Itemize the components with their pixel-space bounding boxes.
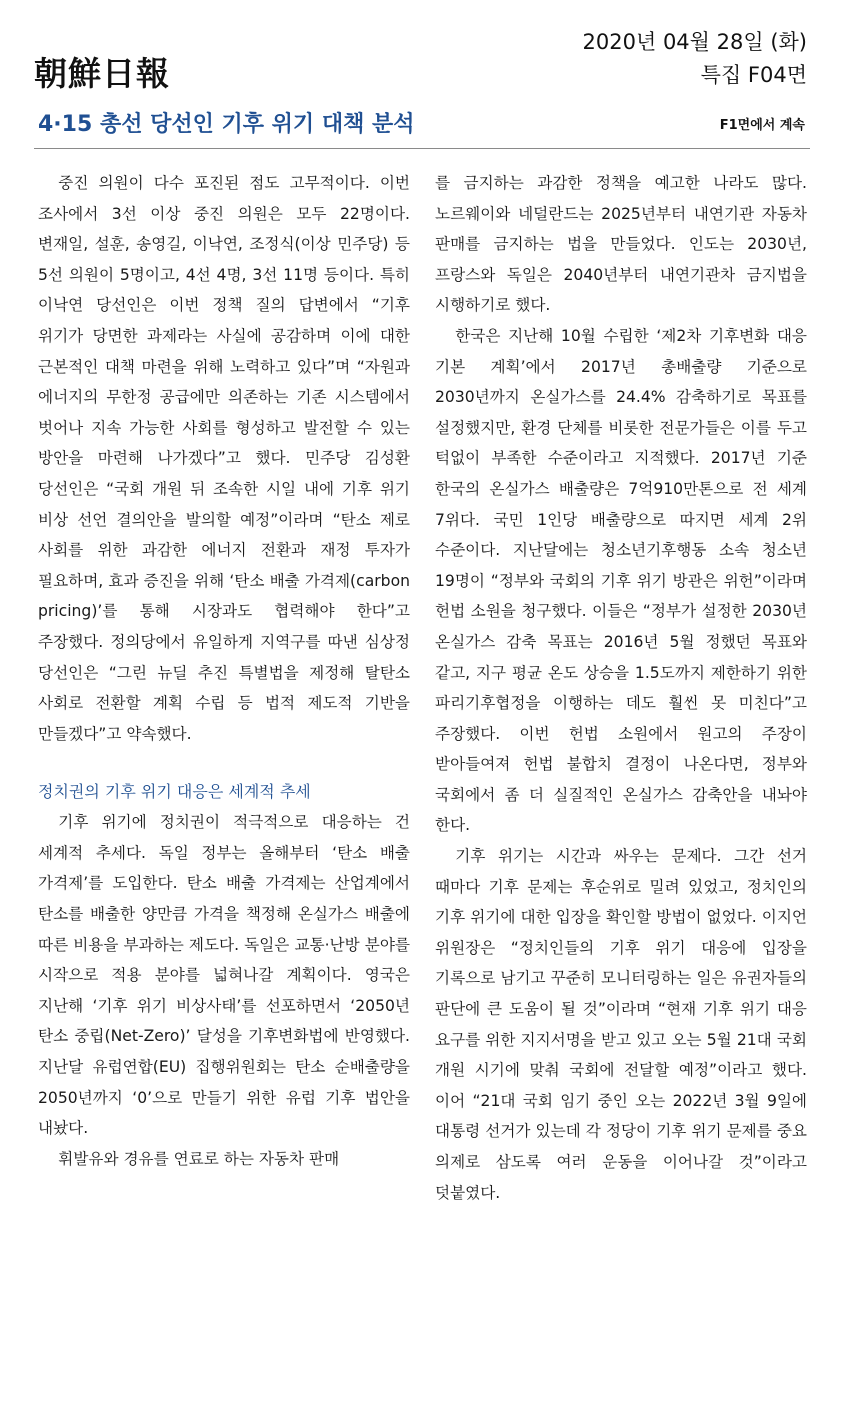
paragraph: 한국은 지난해 10월 수립한 ‘제2차 기후변화 대응 기본 계획’에서 2017년 총배출량 기준으로 2030년까지 온실가스를 24.4% 감축하기로 목표를 설정했지만, 환경 단체를 비롯한 전문가들은 이를 두고 턱없이 부족한 수준이라고 지적했다. 2017년 기준 한국의 온실가스 배출량은 7억910만톤으로 전 세계 7위다. 국민 1인당 배출량으로 따지면 세계 2위 수준이다. 지난달에는 청소년기후행동 소속 청소년 19명이 “정부와 국회의 기후 위기 방관은 위헌”이라며 헌법 소원을 청구했다. 이들은 “정부가 설정한 2030년 온실가스 감축 목표는 2016년 5월 정했던 목표와 같고, 지구 평균 온도 상승을 1.5도까지 제한하기 위한 파리기후협정을 이행하는 데도 훨씬 못 미친다”고 주장했다. 이번 헌법 소원에서 원고의 주장이 받아들여져 헌법 불합치 결정이 나온다면, 정부와 국회에서 좀 더 실질적인 온실가스 감축안을 내놔야 한다.: [435, 326, 807, 835]
paragraph: 중진 의원이 다수 포진된 점도 고무적이다. 이번 조사에서 3선 이상 중진 의원은 모두 22명이다. 변재일, 설훈, 송영길, 이낙연, 조정식(이상 민주당) 등 5선 의원이 5명이고, 4선 4명, 3선 11명 등이다. 특히 이낙연 당선인은 이번 정책 질의 답변에서 “기후 위기가 당면한 과제라는 사실에 공감하며 이에 대한 근본적인 대책 마련을 위해 노력하고 있다”며 “자원과 에너지의 무한정 공급에만 의존하는 기존 시스템에서 벗어나 지속 가능한 사회를 형성하고 발전할 수 있는 방안을 마련해 나가겠다”고 했다. 민주당 김성환 당선인은 “국회 개원 뒤 조속한 시일 내에 기후 위기 비상 선언 결의안을 발의할 예정”이라며 “탄소 제로 사회를 위한 과감한 에너지 전환과 재정 투자가 필요하며, 효과 증진을 위해 ‘탄소 배출 가격제(carbon pricing)’를 통해 시장과도 협력해야 한다”고 주장했다. 정의당에서 유일하게 지역구를 따낸 심상정 당선인은 “그린 뉴딜 추진 특별법을 제정해 탈탄소 사회로 전환할 계획 수립 등 법적 제도적 기반을 만들겠다”고 약속했다.: [38, 174, 410, 743]
article-subhead: 정치권의 기후 위기 대응은 세계적 추세: [38, 782, 311, 802]
page-number: 특집 F04면: [700, 63, 807, 87]
article-column-left: [38, 168, 410, 1174]
paragraph: 휘발유와 경유를 연료로 하는 자동차 판매: [58, 1149, 340, 1168]
paragraph: 를 금지하는 과감한 정책을 예고한 나라도 많다. 노르웨이와 네덜란드는 2025년부터 내연기관 자동차 판매를 금지하는 법을 만들었다. 인도는 2030년, 프랑스와 독일은 2040년부터 내연기관차 금지법을 시행하기로 했다.: [435, 174, 807, 315]
paragraph: 기후 위기에 정치권이 적극적으로 대응하는 건 세계적 추세다. 독일 정부는 올해부터 ‘탄소 배출 가격제’를 도입한다. 탄소 배출 가격제는 산업계에서 탄소를 배출한 양만큼 가격을 책정해 온실가스 배출에 따른 비용을 부과하는 제도다. 독일은 교통·난방 분야를 시작으로 적용 분야를 넓혀나갈 계획이다. 영국은 지난해 ‘기후 위기 비상사태’를 선포하면서 ‘2050년 탄소 중립(Net-Zero)’ 달성을 기후변화법에 반영했다. 지난달 유럽연합(EU) 집행위원회는 탄소 순배출량을 2050년까지 ‘0’으로 만들기 위한 유럽 기후 법안을 내놨다.: [38, 813, 410, 1138]
dateline: [487, 26, 807, 92]
continued-from-note: F1면에서 계속: [719, 118, 805, 133]
article-title: 4·15 총선 당선인 기후 위기 대책 분석: [38, 112, 415, 137]
header-divider: [34, 148, 810, 149]
newspaper-masthead-logo: 朝鮮日報: [34, 54, 170, 93]
issue-date: 2020년 04월 28일 (화): [582, 30, 807, 54]
paragraph: 기후 위기는 시간과 싸우는 문제다. 그간 선거 때마다 기후 문제는 후순위로 밀려 있었고, 정치인의 기후 위기에 대한 입장을 확인할 방법이 없었다. 이지언 위원장은 “정치인들의 기후 위기 대응에 입장을 기록으로 남기고 꾸준히 모니터링하는 일은 유권자들의 판단에 큰 도움이 될 것”이라며 “현재 기후 위기 대응 요구를 위한 지지서명을 받고 있고 오는 5월 21대 국회 개원 시기에 맞춰 국회에 전달할 예정”이라고 했다. 이어 “21대 국회 임기 중인 오는 2022년 3월 9일에 대통령 선거가 있는데 각 정당이 기후 위기 문제를 중요 의제로 삼도록 여러 운동을 이어나갈 것”이라고 덧붙였다.: [435, 847, 807, 1202]
article-column-right: [435, 168, 807, 1208]
